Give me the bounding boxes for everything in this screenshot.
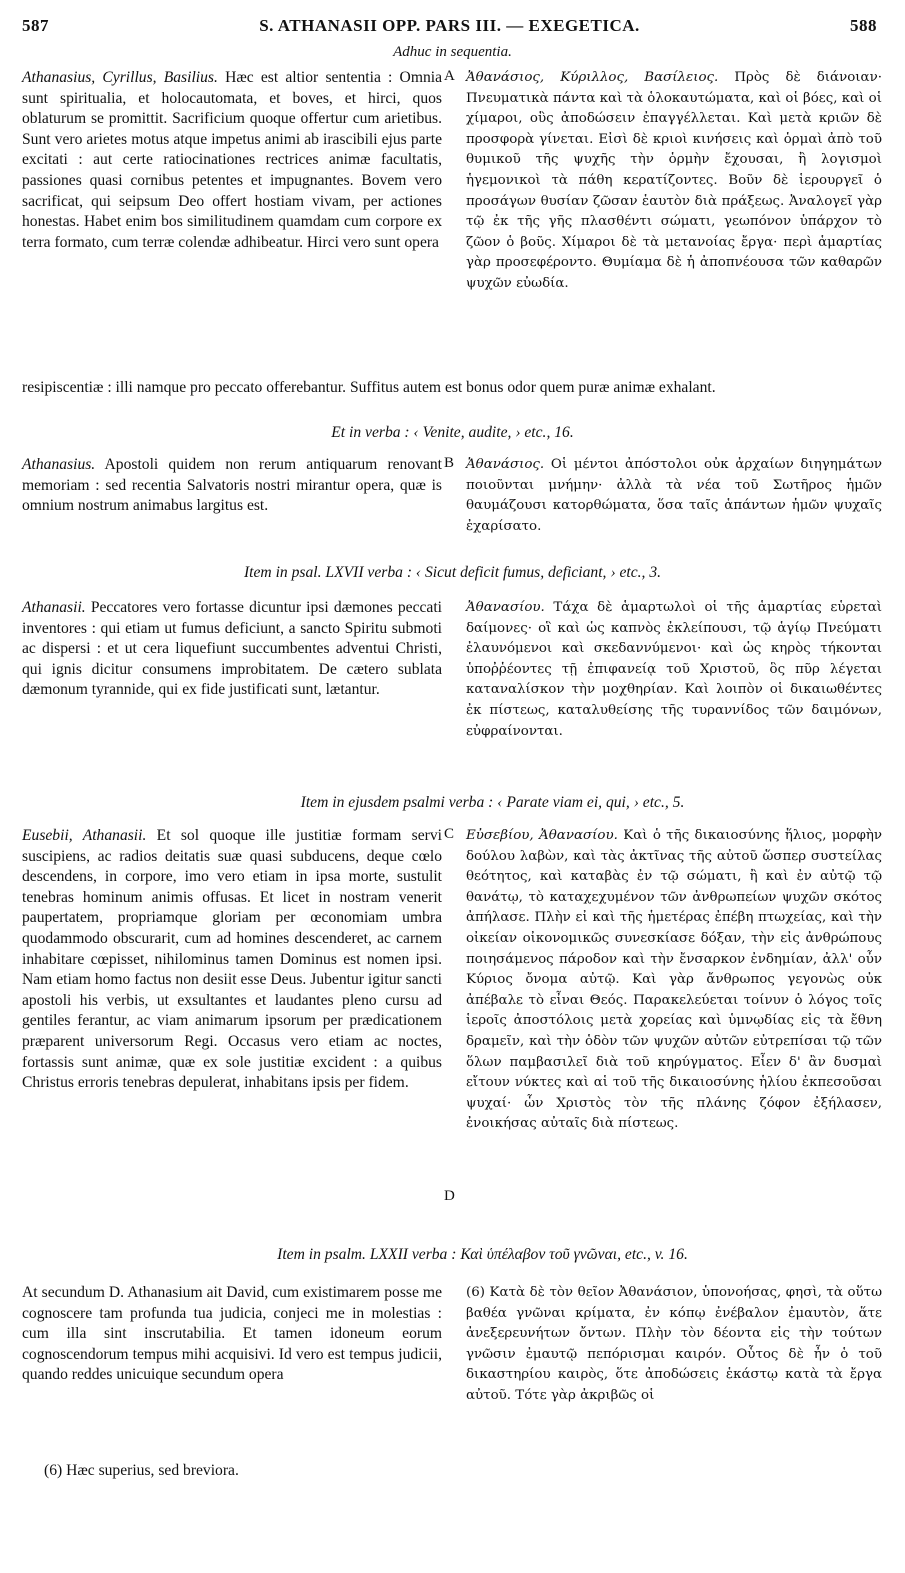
greek-column-2 xyxy=(466,455,882,537)
section-heading-4: Item in ejusdem psalmi verba : ‹ Parate viam ei, qui, › etc., 5. xyxy=(300,794,685,811)
section-heading-3: Item in psal. LXVII verba : ‹ Sicut deficit fumus, deficiant, › etc., 3. xyxy=(243,564,662,581)
greek-text-2: Οἱ μέντοι ἀπόστολοι οὐκ ἀρχαίων διηγημάτων ποιοῦνται μνήμην· ἀλλὰ τὰ νέα τοῦ Σωτῆρος ἡμῶν θαυμάζουσι κατορθώματα, ὅσα ταῖς ἁπάντων ἡμῶν ψυχαῖς ἐχαρίσατο. xyxy=(466,457,882,534)
latin-column-4 xyxy=(22,826,442,1094)
latin-text-4: Et sol quoque ille justitiæ formam servi suscipiens, ac radios deitatis suæ quasi subducens, deque cœlo descendens, in corpore, imo vero etiam in ipsa morte, sustulit tenebras hominum animis offusas. Et licet in nostram venerit paupertatem, propriamque gloriam per œconomiam umbra quodammodo obscurarit, cum ad homines descenderet, ac carnem inhabitare cœpisset, nihilominus tamen Dominus est nomen ipsi. Nam etiam homo factus non desiit esse Deus. Jubentur igitur sancti apostoli his verbis, ut exsultantes et laudantes pleno cursu ad gentiles ferantur, ac viam animarum ipsorum per prædicationem præparent universorum Regi. Occasus vero etiam ac noctes, fortassis sunt animæ, quæ ex sole justitiæ excident : a quibus Christus erroris tenebras depulerat, inhabitans ipsis per fidem. xyxy=(22,827,442,1092)
running-header xyxy=(22,16,877,40)
latin-author-2: Athanasius. xyxy=(22,456,96,473)
greek-author-1: Ἀθανάσιος, Κύριλλος, Βασίλειος. xyxy=(466,70,719,85)
latin-author-1: Athanasius, Cyrillus, Basilius. xyxy=(22,69,218,86)
latin-author-4: Eusebii, Athanasii. xyxy=(22,827,147,844)
full-width-text-1: resipiscentiæ : illi namque pro peccato offerebantur. Suffitus autem est bonus odor quem puræ animæ exhalant. xyxy=(22,379,716,396)
latin-column-5: At secundum D. Athanasium ait David, cum existimarem posse me cognoscere tam profunda tua judicia, conjeci me in molestias : cum illa sint inscrutabilia. Et tamen idoneum eorum cognoscendorum tempus mihi acquisivi. Id vero est tempus judicii, quando reddes unicuique secundum opera xyxy=(22,1284,442,1384)
page-number-left: 587 xyxy=(22,16,49,35)
subtitle: Adhuc in sequentia. xyxy=(393,44,512,60)
latin-text-2: Apostoli quidem non rerum antiquarum renovant memoriam : sed recentia Salvatoris nostri mirantur opera, quæ is omnium nostrum animabus largitus est. xyxy=(22,456,442,515)
greek-column-5: (6) Κατὰ δὲ τὸν θεῖον Ἀθανάσιον, ὑπονοήσας, φησὶ, τὰ οὕτω βαθέα γνῶναι κρίματα, ἐν κόπῳ ἐνέβαλον ἐμαυτὸν, ἅτε ἀνεξερευνήτων ὄντων. Πλὴν τὸν δέοντα εἰς τὴν τούτων γνῶσιν ἐμαυτῷ πεπόρισμαι καιρόν. Οὗτος δὲ ἦν ὁ τοῦ δικαστηρίου καιρὸς, ὅτε ἀποδώσεις ἑκάστῳ κατὰ τὰ ἔργα αὐτοῦ. Τότε γὰρ ἀκριβῶς οἱ xyxy=(466,1285,882,1403)
margin-letter-b: B xyxy=(444,455,455,471)
greek-text-1: Πρὸς δὲ διάνοιαν· Πνευματικὰ πάντα καὶ τὰ ὁλοκαυτώματα, καὶ οἱ βόες, καὶ οἱ χίμαροι, οὓς ἀποδώσειν ἐπαγγέλλεται. Καὶ μετὰ κριῶν δὲ προσφορὰ γίνεται. Εἰσὶ δὲ κριοὶ κινήσεις καὶ ὁρμαὶ ἀπὸ τοῦ θυμικοῦ τῆς ψυχῆς τὴν ὁρμὴν ἔχουσαι, ἢ λογισμοὶ ἡγεμονικοὶ τὰ πάθη κερατίζοντες. Βοῦν δὲ ἱερουργεῖ ὁ προσάγων θυσίαν ζῶσαν ἑαυτὸν διὰ πράξεως. Ἀναλογεῖ γὰρ τῷ ἐκ τῆς γῆς πλασθέντι σώματι, γεωπόνον ὑπάρχον τὸ ζῶον ὁ βοῦς. Χίμαροι δὲ τὰ μετανοίας ἔργα· περὶ ἁμαρτίας γὰρ προσεφέροντο. Θυμίαμα δὲ ἡ ἀποπνέουσα τῶν καθαρῶν ψυχῶν εὐωδία. xyxy=(466,70,882,291)
greek-author-4: Εὐσεβίου, Ἀθανασίου. xyxy=(466,828,618,843)
greek-column-1 xyxy=(466,68,882,295)
latin-column-3 xyxy=(22,598,442,701)
latin-column-2 xyxy=(22,455,442,517)
margin-letter-c: C xyxy=(444,826,455,842)
margin-letter-a: A xyxy=(444,68,455,84)
latin-author-3: Athanasii. xyxy=(22,599,86,616)
section-heading-5: Item in psalm. LXXII verba : Καὶ ὑπέλαβον τοῦ γνῶναι, etc., v. 16. xyxy=(277,1246,688,1263)
latin-column-1 xyxy=(22,68,442,253)
greek-text-3: Τάχα δὲ ἁμαρτωλοὶ οἱ τῆς ἁμαρτίας εὑρεταὶ δαίμονες· οἳ καὶ ὡς καπνὸς ἐκλείπουσι, τῷ ἁγίῳ Πνεύματι ἐλαυνόμενοι καὶ σκεδαννύμενοι· καὶ ὡς κηρὸς τήκονται ὑποῤῥέοντες τῇ ἐπιφανείᾳ τοῦ Χριστοῦ, ὃς πῦρ λέγεται καταναλίσκον τὴν μοχθηρίαν. Καὶ λοιπὸν οἱ δικαιωθέντες ἐκ πίστεως, καταλυθείσης τῆς τυραννίδος τῶν δαιμόνων, εὐφραίνονται. xyxy=(466,600,882,739)
section-heading-2: Et in verba : ‹ Venite, audite, › etc., 16. xyxy=(331,424,574,441)
greek-text-4: Καὶ ὁ τῆς δικαιοσύνης ἥλιος, μορφὴν δούλου λαβὼν, καὶ τὰς ἀκτῖνας τῆς αὐτοῦ ὥσπερ συστείλας θεότητος, καὶ καταβὰς ἐν τῷ σώματι, ἢ καὶ ἐν αὐτῷ τῷ θανάτῳ, τὸ καταχεχυμένον τῶν ἀνθρωπείων ψυχῶν σκότος ἀπήλασε. Πλὴν εἰ καὶ τῆς ἡμετέρας ἐπέβη πτωχείας, καὶ τὴν οἰκείαν οἰκονομικῶς συνεσκίασε δόξαν, τὴν εἰς ἀνθρώπους ποιησάμενος πάροδον καὶ τὴν ἔνσαρκον ἐνδημίαν, ἀλλ' οὖν Κύριος ὄνομα αὐτῷ. Καὶ γὰρ ἄνθρωπος γεγονὼς οὐκ ἀπέβαλε τὸ εἶναι Θεός. Παρακελεύεται τοίνυν ὁ λόγος τοῖς ἱεροῖς ἀποστόλοις μετὰ χορείας καὶ ὑμνῳδίας εἰς τὰ ἔθνη δραμεῖν, καὶ τὴν ὁδὸν τῶν ψυχῶν αὐτῶν εὐτρεπίσαι τῷ τῶν ὅλων παμβασιλεῖ διὰ τοῦ κηρύγματος. Εἶεν δ' ἂν δυσμαὶ εἴτουν νύκτες καὶ αἱ τοῦ τῆς δικαιοσύνης ἡλίου ἐκπεσοῦσαι ψυχαί· ὧν Χριστὸς τὸν τῆς πλάνης ζόφον ἐξήλασεν, ἐνοικήσας αὐταῖς διὰ πίστεως. xyxy=(466,828,882,1132)
page-number-right: 588 xyxy=(850,16,877,35)
greek-column-4 xyxy=(466,826,882,1135)
running-title: S. ATHANASII OPP. PARS III. — EXEGETICA. xyxy=(259,16,640,35)
latin-text-3: Peccatores vero fortasse dicuntur ipsi dæmones peccati inventores : qui etiam ut fumus deficiunt, a sancto Spiritu submoti ac dispersi : et ut cera liquefiunt succumbentes adventui Christi, qui ignis dicitur consumens improbitatem. De cætero sublata dæmonum tyrannide, qui ex fide justificati sunt, lætantur. xyxy=(22,599,442,699)
greek-author-2: Ἀθανάσιος. xyxy=(466,457,545,472)
greek-author-3: Ἀθανασίου. xyxy=(466,600,545,615)
greek-column-3 xyxy=(466,598,882,742)
footnote: (6) Hæc superius, sed breviora. xyxy=(44,1462,239,1479)
margin-letter-d: D xyxy=(444,1188,455,1204)
latin-text-1: Hæc est altior sententia : Omnia sunt spiritualia, et holocautomata, et boves, et hirci, quos oblaturum se promittit. Sacrificium quoque offertur cum arietibus. Sunt vero arietes motus atque impetus animi ab irascibili ejus parte excitati : aut certe ratiocinationes rectrices animæ facultatis, passiones quasi cornibus petentes et impugnantes. Bovem vero sacrificat, qui seipsum Deo offert hostiam vivam, per actiones honestas. Habet enim bos similitudinem quamdam cum corpore ex terra formato, cum terræ colendæ adhibeatur. Hirci vero sunt opera xyxy=(22,69,443,251)
